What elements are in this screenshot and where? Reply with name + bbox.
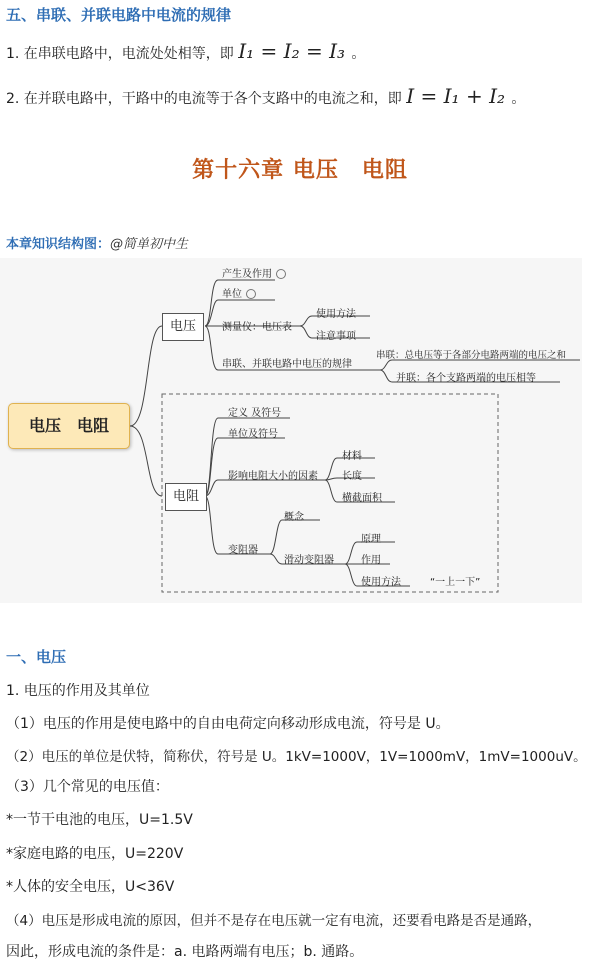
formula-term: I₂ bbox=[489, 84, 505, 108]
map-node: 变阻器 bbox=[228, 545, 258, 556]
formula-term: I₁ bbox=[443, 84, 460, 108]
map-node-label: 产生及作用 bbox=[222, 269, 272, 280]
paragraph: （4）电压是形成电流的原因，但并不是存在电压就一定有电流，还要看电路是否是通路， bbox=[6, 913, 542, 929]
paragraph: （1）电压的作用是使电路中的自由电荷定向移动形成电流，符号是 U。 bbox=[6, 716, 450, 732]
root-node: 电压 电阻 bbox=[8, 403, 130, 449]
paragraph-text: 2. 在并联电路中，干路中的电流等于各个支路中的电流之和，即 bbox=[6, 91, 402, 107]
voltage-node: 电压 bbox=[162, 313, 204, 341]
map-node: 使用方法 bbox=[316, 309, 356, 320]
map-node: “一上一下” bbox=[430, 577, 481, 588]
bullet-item: *家庭电路的电压，U=220V bbox=[6, 846, 184, 862]
mind-map bbox=[0, 258, 582, 603]
map-node: 定义 及符号 bbox=[228, 408, 282, 419]
paragraph: （3）几个常见的电压值： bbox=[6, 779, 169, 795]
chapter-title: 第十六章 电压 电阻 bbox=[192, 158, 408, 183]
paragraph bbox=[6, 84, 525, 108]
map-node: 影响电阻大小的因素 bbox=[228, 471, 318, 482]
map-node: 材料 bbox=[342, 451, 362, 462]
bullet-item: *人体的安全电压，U<36V bbox=[6, 879, 175, 895]
subheading: 1. 电压的作用及其单位 bbox=[6, 683, 150, 699]
formula-term: I bbox=[406, 84, 415, 108]
map-node: 概念 bbox=[284, 512, 304, 523]
punct: 。 bbox=[351, 46, 366, 62]
formula-term: I₃ bbox=[329, 39, 345, 63]
map-node: 横截面积 bbox=[342, 493, 382, 504]
map-caption-source: @简单初中生 bbox=[110, 237, 189, 252]
map-node: 并联：各个支路两端的电压相等 bbox=[396, 373, 536, 384]
map-node: 原理 bbox=[361, 534, 381, 545]
formula-term: I₂ bbox=[283, 39, 300, 63]
map-caption bbox=[6, 233, 188, 252]
formula-op: = bbox=[420, 84, 438, 108]
section-title: 一、电压 bbox=[6, 648, 67, 666]
map-node: 使用方法 bbox=[361, 577, 401, 588]
expand-icon[interactable] bbox=[246, 289, 256, 299]
map-node: 作用 bbox=[361, 555, 381, 566]
map-node-label: 单位 bbox=[222, 289, 242, 300]
resistance-node: 电阻 bbox=[165, 483, 207, 511]
formula-term: I₁ bbox=[238, 39, 255, 63]
section-title: 五、串联、并联电路中电流的规律 bbox=[6, 6, 232, 24]
formula-op: = bbox=[260, 39, 278, 63]
map-node bbox=[222, 265, 286, 280]
formula-op: + bbox=[465, 84, 483, 108]
paragraph: 因此，形成电流的条件是：a. 电路两端有电压；b. 通路。 bbox=[6, 944, 364, 960]
map-node: 滑动变阻器 bbox=[284, 555, 334, 566]
paragraph: （2）电压的单位是伏特，简称伏，符号是 U。1kV=1000V，1V=1000mV，1mV=1000uV。 bbox=[6, 749, 587, 765]
map-node bbox=[222, 285, 256, 300]
map-node: 注意事项 bbox=[316, 331, 356, 342]
punct: 。 bbox=[511, 91, 526, 107]
map-node: 测量仪：电压表 bbox=[222, 322, 292, 333]
map-caption-label: 本章知识结构图： bbox=[6, 237, 111, 252]
formula bbox=[406, 84, 511, 108]
paragraph-text: 1. 在串联电路中，电流处处相等，即 bbox=[6, 46, 234, 62]
map-node: 串联、并联电路中电压的规律 bbox=[222, 359, 352, 370]
formula bbox=[238, 39, 351, 63]
formula-op: = bbox=[305, 39, 323, 63]
map-node: 长度 bbox=[342, 471, 362, 482]
expand-icon[interactable] bbox=[276, 269, 286, 279]
paragraph bbox=[6, 39, 365, 63]
bullet-item: *一节干电池的电压，U=1.5V bbox=[6, 812, 193, 828]
map-node: 单位及符号 bbox=[228, 429, 278, 440]
map-node: 串联：总电压等于各部分电路两端的电压之和 bbox=[376, 350, 567, 361]
